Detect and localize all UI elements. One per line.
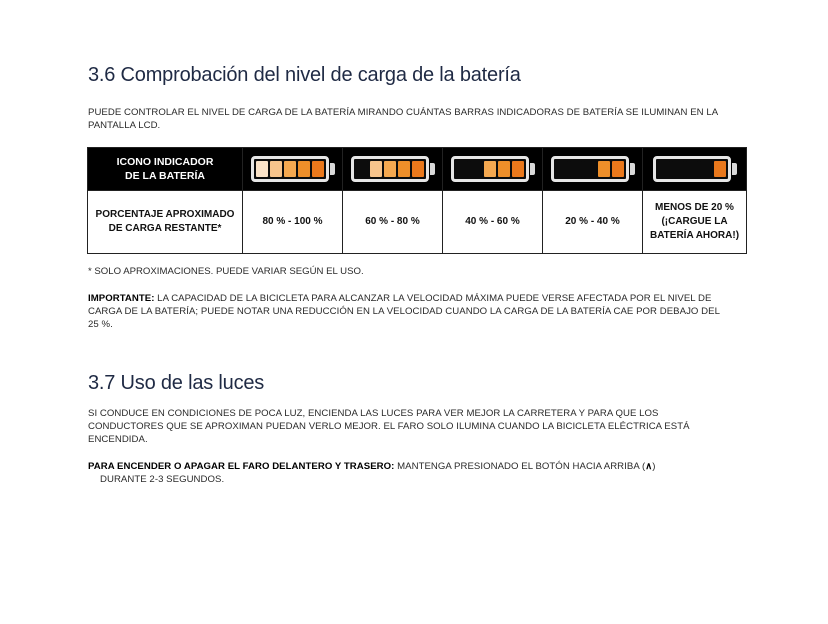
- battery-bar-lit: [384, 161, 396, 177]
- battery-bar-lit: [370, 161, 382, 177]
- up-arrow-icon: ∧: [645, 461, 653, 472]
- battery-icon-row: [88, 148, 747, 191]
- battery-bar-empty: [658, 161, 670, 177]
- battery-bar-empty: [700, 161, 712, 177]
- footnote: * SOLO APROXIMACIONES. PUEDE VARIAR SEGÚN EL USO.: [88, 266, 364, 277]
- battery-body: [251, 156, 329, 182]
- icon-header-label: [88, 155, 242, 183]
- intro-line: PUEDE CONTROLAR EL NIVEL DE CARGA DE LA BATERÍA MIRANDO CUÁNTAS BARRAS INDICADORAS DE BATERÍA SE ILUMINAN EN LA: [88, 107, 719, 118]
- percentage-row: [88, 191, 747, 254]
- percentage-cell: 60 % - 80 %: [343, 191, 443, 254]
- battery-bar-lit: [398, 161, 410, 177]
- lights-instruction-line: [88, 460, 744, 473]
- percentage-cell: 20 % - 40 %: [543, 191, 643, 254]
- battery-bar-lit: [598, 161, 610, 177]
- battery-bar-empty: [356, 161, 368, 177]
- battery-body: [551, 156, 629, 182]
- battery-icon-cell: [343, 148, 443, 191]
- section-3-7-title: 3.7 Uso de las luces: [88, 372, 265, 394]
- lights-line: ENCENDIDA.: [88, 434, 148, 446]
- battery-bar-lit: [412, 161, 424, 177]
- battery-icon-cell: [243, 148, 343, 191]
- important-label: IMPORTANTE:: [88, 293, 155, 304]
- battery-bar-empty: [556, 161, 568, 177]
- important-paragraph: [88, 292, 744, 332]
- lights-line: SI CONDUCE EN CONDICIONES DE POCA LUZ, ENCIENDA LAS LUCES PARA VER MEJOR LA CARRETERA Y PARA QUE LOS: [88, 408, 659, 419]
- battery-bar-lit: [270, 161, 282, 177]
- percentage-header-line: PORCENTAJE APROXIMADO: [95, 209, 235, 220]
- percentage-cell: 40 % - 60 %: [443, 191, 543, 254]
- battery-bar-lit: [512, 161, 524, 177]
- battery-bar-empty: [672, 161, 684, 177]
- battery-1-bar-icon: [653, 156, 737, 182]
- battery-4-bars-icon: [351, 156, 435, 182]
- battery-level-table: [87, 147, 747, 254]
- battery-bar-lit: [714, 161, 726, 177]
- battery-cap: [330, 163, 335, 175]
- important-text: LA CAPACIDAD DE LA BICICLETA PARA ALCANZAR LA VELOCIDAD MÁXIMA PUEDE VERSE AFECTADA POR EL NIVEL DE: [154, 293, 712, 304]
- battery-body: [653, 156, 731, 182]
- lights-label: PARA ENCENDER O APAGAR EL FARO DELANTERO Y TRASERO:: [88, 461, 395, 472]
- battery-5-bars-icon: [251, 156, 335, 182]
- lights-close: ): [652, 461, 656, 472]
- battery-cap: [430, 163, 435, 175]
- battery-body: [351, 156, 429, 182]
- lights-text: MANTENGA PRESIONADO EL BOTÓN HACIA ARRIBA (: [394, 461, 646, 472]
- lights-paragraph: [88, 407, 744, 447]
- percentage-cell-low: [643, 191, 747, 254]
- important-line: 25 %.: [88, 319, 113, 331]
- icon-header-line: DE LA BATERÍA: [125, 170, 205, 182]
- icon-header-cell: [88, 148, 243, 191]
- section-3-6-title: 3.6 Comprobación del nivel de carga de la batería: [88, 64, 521, 86]
- battery-bar-lit: [256, 161, 268, 177]
- battery-bar-empty: [584, 161, 596, 177]
- percentage-cell: 80 % - 100 %: [243, 191, 343, 254]
- low-charge-line: (¡CARGUE LA: [661, 216, 728, 227]
- battery-intro-paragraph: [88, 106, 744, 132]
- lights-instruction-line: DURANTE 2-3 SEGUNDOS.: [100, 474, 225, 486]
- battery-cap: [732, 163, 737, 175]
- important-line: [88, 292, 744, 305]
- important-line: CARGA DE LA BATERÍA; PUEDE NOTAR UNA REDUCCIÓN EN LA VELOCIDAD CUANDO LA CARGA DE LA BATERÍA CAE POR DEBAJO DEL: [88, 306, 720, 318]
- battery-bar-lit: [612, 161, 624, 177]
- battery-bar-empty: [470, 161, 482, 177]
- intro-line: PANTALLA LCD.: [88, 120, 161, 132]
- lights-line: CONDUCTORES QUE SE APROXIMAN PUEDAN VERLO MEJOR. EL FARO SOLO ILUMINA CUANDO LA BICICLETA ELÉCTRICA ESTÁ: [88, 421, 690, 433]
- icon-header-line: ICONO INDICADOR: [116, 156, 214, 168]
- battery-bar-empty: [570, 161, 582, 177]
- lights-instruction: [88, 460, 744, 486]
- percentage-header-cell: [88, 191, 243, 254]
- battery-bar-lit: [284, 161, 296, 177]
- battery-bar-lit: [484, 161, 496, 177]
- battery-bar-lit: [298, 161, 310, 177]
- battery-bar-empty: [456, 161, 468, 177]
- battery-3-bars-icon: [451, 156, 535, 182]
- battery-icon-cell: [443, 148, 543, 191]
- battery-bar-lit: [312, 161, 324, 177]
- battery-cap: [630, 163, 635, 175]
- battery-icon-cell: [643, 148, 747, 191]
- battery-icon-cell: [543, 148, 643, 191]
- low-charge-line: MENOS DE 20 %: [655, 202, 734, 213]
- percentage-header-line: DE CARGA RESTANTE*: [108, 223, 222, 234]
- battery-2-bars-icon: [551, 156, 635, 182]
- battery-body: [451, 156, 529, 182]
- battery-cap: [530, 163, 535, 175]
- battery-bar-empty: [686, 161, 698, 177]
- low-charge-line: BATERÍA AHORA!): [649, 230, 740, 241]
- battery-bar-lit: [498, 161, 510, 177]
